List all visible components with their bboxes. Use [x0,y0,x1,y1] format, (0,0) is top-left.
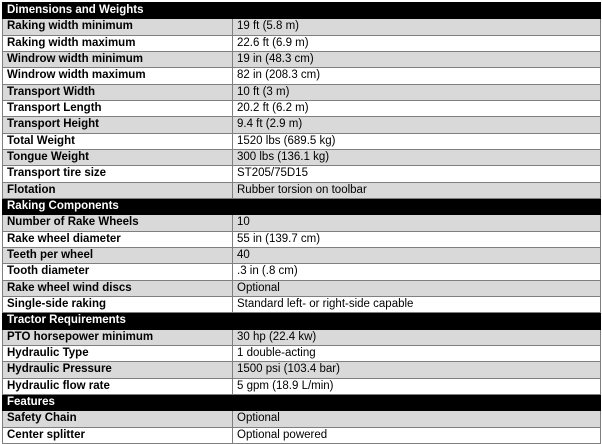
spec-label: Teeth per wheel [3,247,233,263]
spec-value: 19 in (48.3 cm) [233,51,601,67]
spec-label: Windrow width minimum [3,51,233,67]
spec-value: 300 lbs (136.1 kg) [233,149,601,165]
section-title: Features [3,394,233,410]
table-row [3,378,601,394]
spec-label: Rake wheel wind discs [3,280,233,296]
spec-value: .3 in (.8 cm) [233,264,601,280]
spec-label: Center splitter [3,427,233,443]
spec-label: Tooth diameter [3,264,233,280]
spec-label: Raking width maximum [3,35,233,51]
spec-label: Total Weight [3,133,233,149]
section-header-filler [233,313,601,329]
spec-value: Optional [233,411,601,427]
section-title: Tractor Requirements [3,313,233,329]
table-row [3,51,601,67]
section-header-filler [233,3,601,19]
spec-label: Flotation [3,182,233,198]
table-row [3,362,601,378]
section-header-filler [233,198,601,214]
spec-value: 20.2 ft (6.2 m) [233,100,601,116]
spec-label: Tongue Weight [3,149,233,165]
table-row [3,264,601,280]
spec-label: Number of Rake Wheels [3,215,233,231]
spec-value: 1500 psi (103.4 bar) [233,362,601,378]
table-row [3,182,601,198]
spec-value: 55 in (139.7 cm) [233,231,601,247]
table-row [3,19,601,35]
table-row [3,215,601,231]
spec-label: Hydraulic flow rate [3,378,233,394]
spec-value: 30 hp (22.4 kw) [233,329,601,345]
table-row [3,247,601,263]
table-row [3,68,601,84]
spec-value: 1 double-acting [233,345,601,361]
section-header [3,3,601,19]
spec-value: 9.4 ft (2.9 m) [233,117,601,133]
spec-label: Safety Chain [3,411,233,427]
table-row [3,427,601,443]
table-row [3,117,601,133]
section-header [3,394,601,410]
spec-label: Transport tire size [3,166,233,182]
spec-value: 40 [233,247,601,263]
section-header-filler [233,394,601,410]
spec-value: 1520 lbs (689.5 kg) [233,133,601,149]
table-row [3,280,601,296]
spec-label: Hydraulic Type [3,345,233,361]
table-row [3,231,601,247]
table-row [3,149,601,165]
table-row [3,296,601,312]
table-row [3,133,601,149]
spec-value: 10 [233,215,601,231]
spec-label: Transport Length [3,100,233,116]
spec-label: PTO horsepower minimum [3,329,233,345]
spec-value: 22.6 ft (6.9 m) [233,35,601,51]
section-title: Dimensions and Weights [3,3,233,19]
spec-value: Standard left- or right-side capable [233,296,601,312]
spec-value: Rubber torsion on toolbar [233,182,601,198]
spec-label: Rake wheel diameter [3,231,233,247]
spec-value: Optional powered [233,427,601,443]
section-title: Raking Components [3,198,233,214]
section-header [3,313,601,329]
table-row [3,411,601,427]
table-row [3,35,601,51]
spec-label: Single-side raking [3,296,233,312]
table-row [3,84,601,100]
table-row [3,345,601,361]
spec-label: Hydraulic Pressure [3,362,233,378]
spec-value: 5 gpm (18.9 L/min) [233,378,601,394]
spec-value: 10 ft (3 m) [233,84,601,100]
spec-value: Optional [233,280,601,296]
table-row [3,100,601,116]
spec-value: 82 in (208.3 cm) [233,68,601,84]
spec-value: 19 ft (5.8 m) [233,19,601,35]
spec-label: Windrow width maximum [3,68,233,84]
spec-label: Transport Height [3,117,233,133]
specifications-table [2,2,601,444]
table-row [3,329,601,345]
section-header [3,198,601,214]
specifications-body [3,3,601,444]
spec-value: ST205/75D15 [233,166,601,182]
spec-label: Transport Width [3,84,233,100]
table-row [3,166,601,182]
spec-label: Raking width minimum [3,19,233,35]
